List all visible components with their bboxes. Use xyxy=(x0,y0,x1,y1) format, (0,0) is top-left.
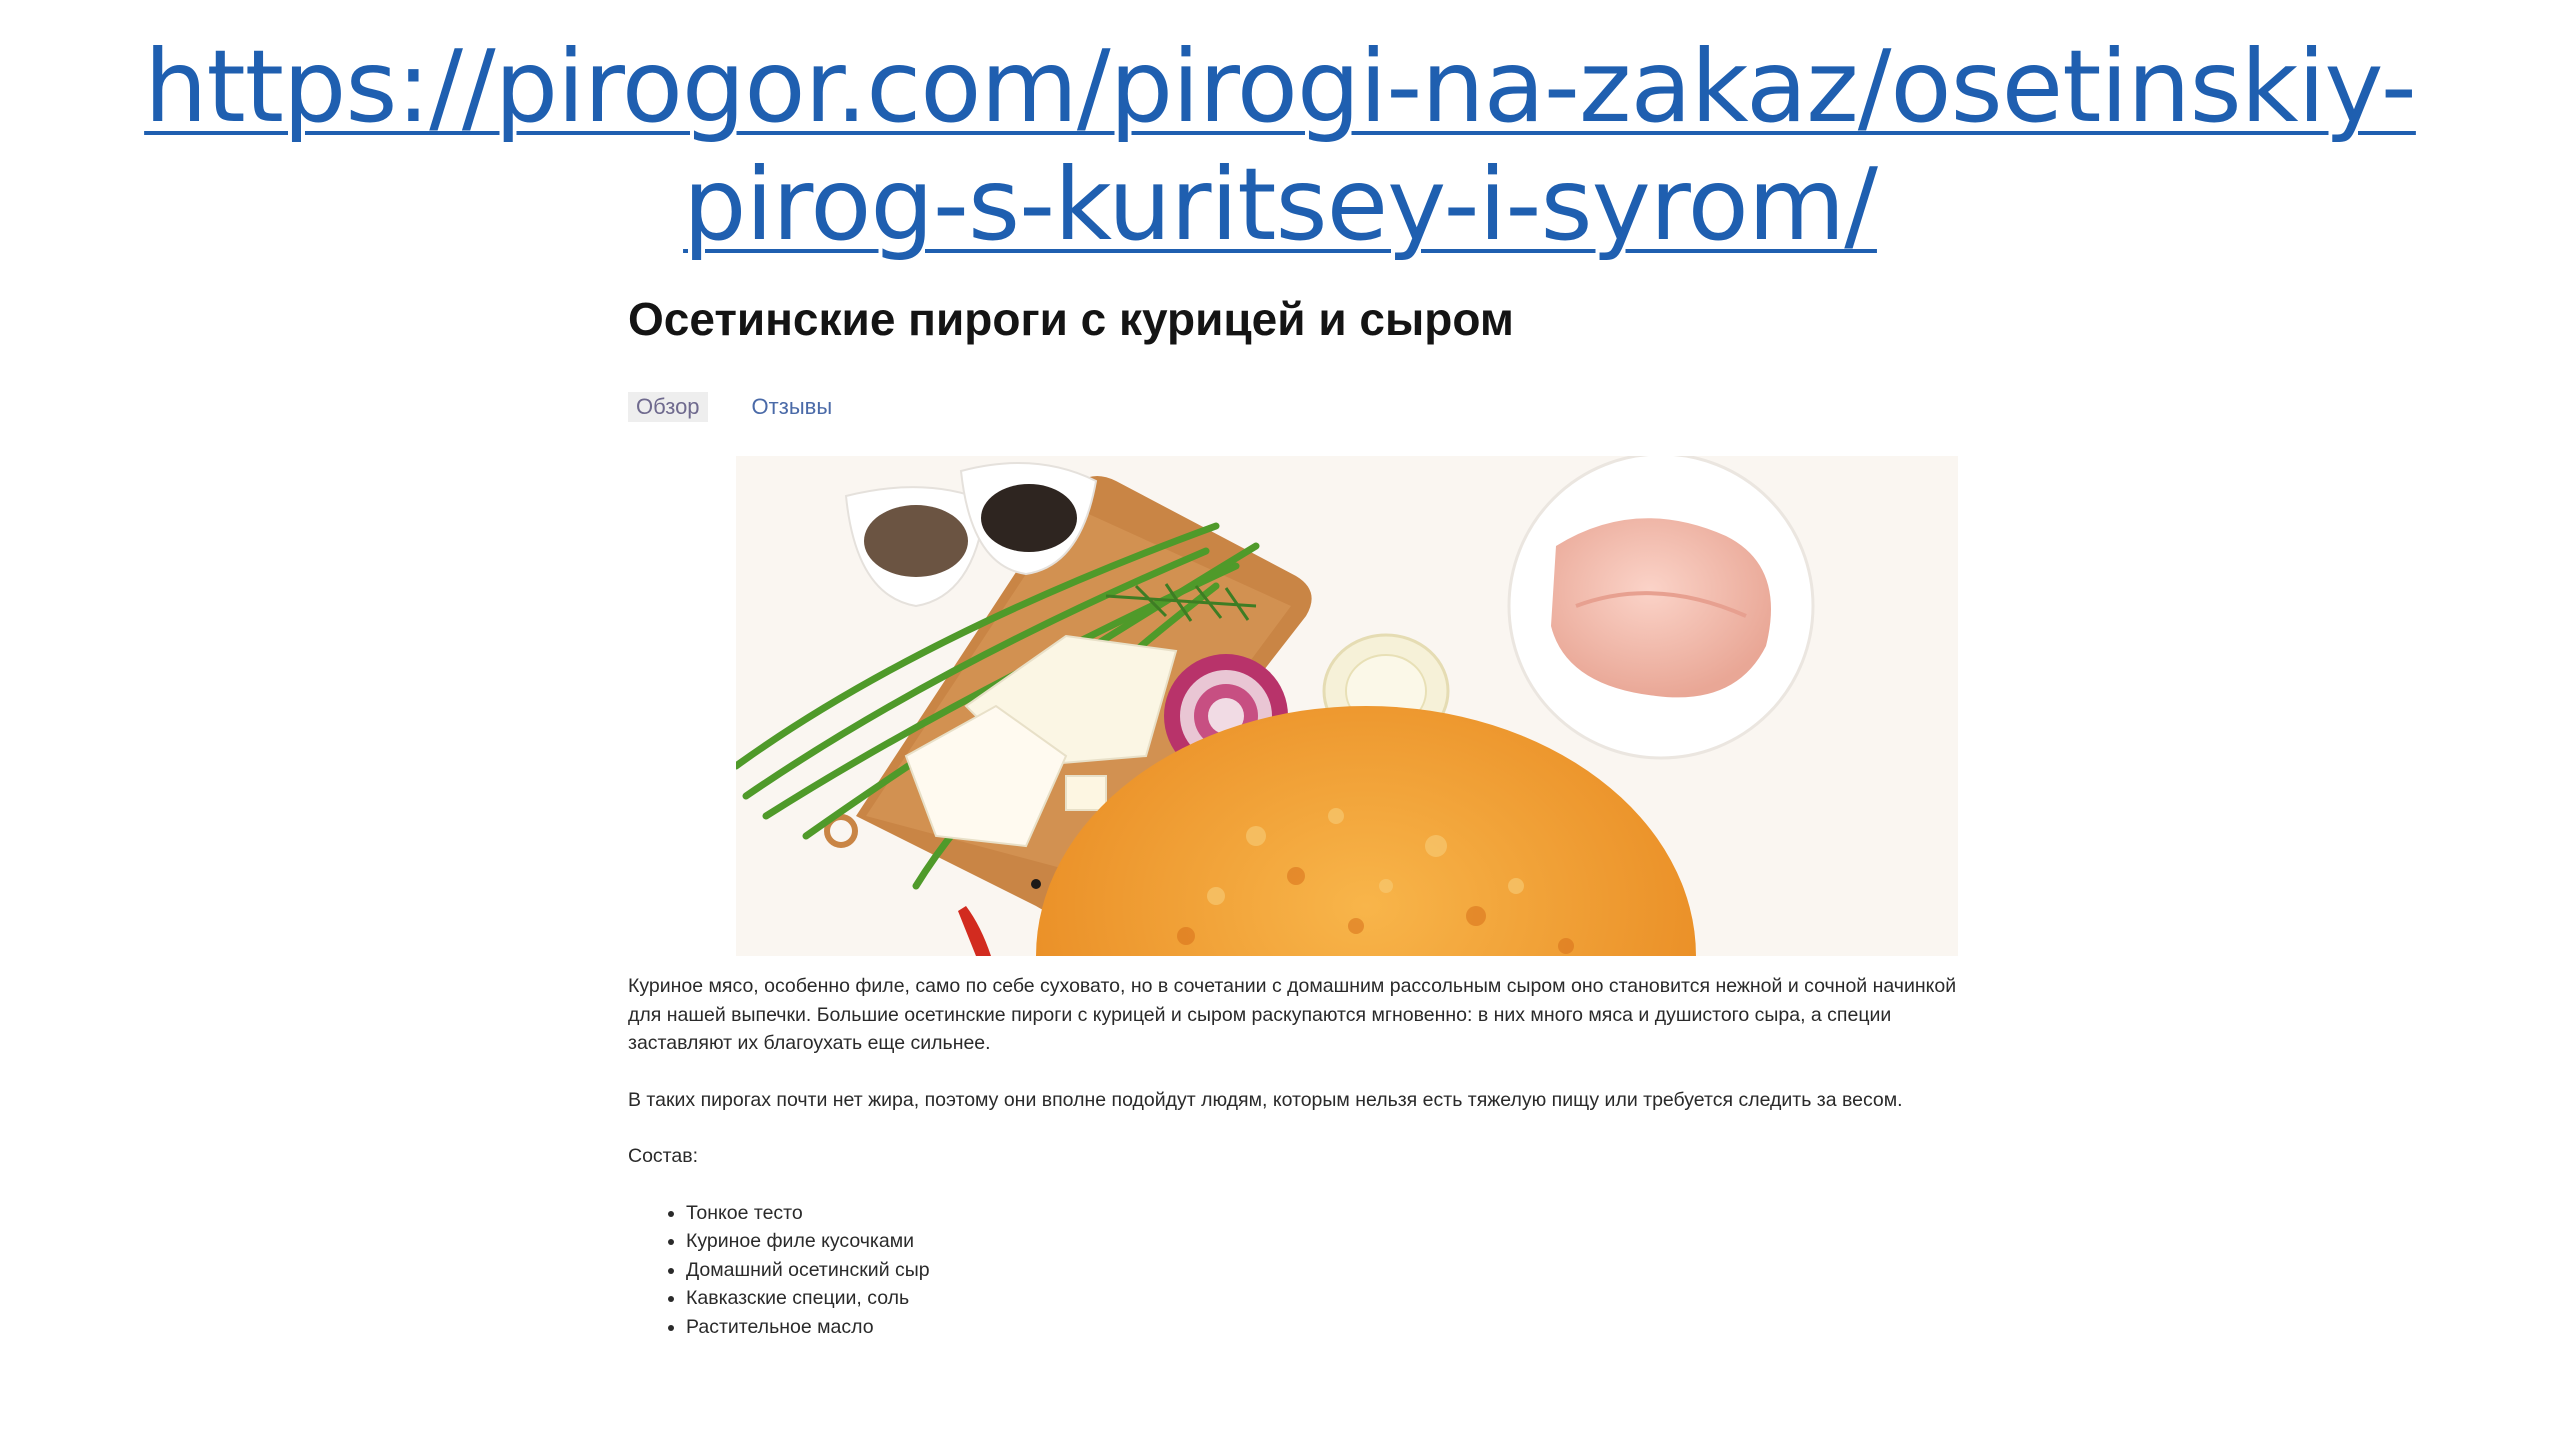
product-tabs xyxy=(628,390,876,424)
list-item: • Куриное филе кусочками xyxy=(686,1227,1964,1256)
source-url-link[interactable] xyxy=(0,28,2560,264)
webpage-screenshot xyxy=(620,286,1990,1386)
composition-label: Состав: xyxy=(628,1145,699,1167)
description-paragraph-2: В таких пирогах почти нет жира, поэтому они вполне подойдут людям, которым нельзя есть тяжелую пищу или требуется следить за весом. xyxy=(628,1088,1903,1111)
list-item: • Домашний осетинский сыр xyxy=(686,1256,1964,1285)
description-paragraph-1: Куриное мясо, особенно филе, само по себе суховато, но в сочетании с домашним рассольным сыром оно становится нежной и сочной начинкой для нашей выпечки. Большие осетинские пироги с курицей и сыром раскупаются мгновенно: в них много мяса и душистого сыра, а специи заставляют их благоухать еще сильнее. xyxy=(628,975,1957,1054)
list-item: • Кавказские специи, соль xyxy=(686,1284,1964,1313)
source-url-line-2[interactable]: pirog-s-kuritsey-i-syrom/ xyxy=(683,146,1877,263)
composition-list xyxy=(628,1199,1964,1342)
list-item: • Тонкое тесто xyxy=(686,1199,1964,1228)
product-photo xyxy=(736,456,1958,956)
page-title: Осетинские пироги с курицей и сыром xyxy=(628,293,1514,345)
tab-overview[interactable]: Обзор xyxy=(628,392,708,422)
list-item: • Растительное масло xyxy=(686,1313,1964,1342)
product-description xyxy=(628,972,1964,1341)
source-url-line-1[interactable]: https://pirogor.com/pirogi-na-zakaz/osetinskiy- xyxy=(144,28,2416,145)
pie-ingredients-illustration xyxy=(736,456,1958,956)
chicken-bowl xyxy=(1509,456,1813,758)
tab-reviews[interactable]: Отзывы xyxy=(751,394,833,419)
